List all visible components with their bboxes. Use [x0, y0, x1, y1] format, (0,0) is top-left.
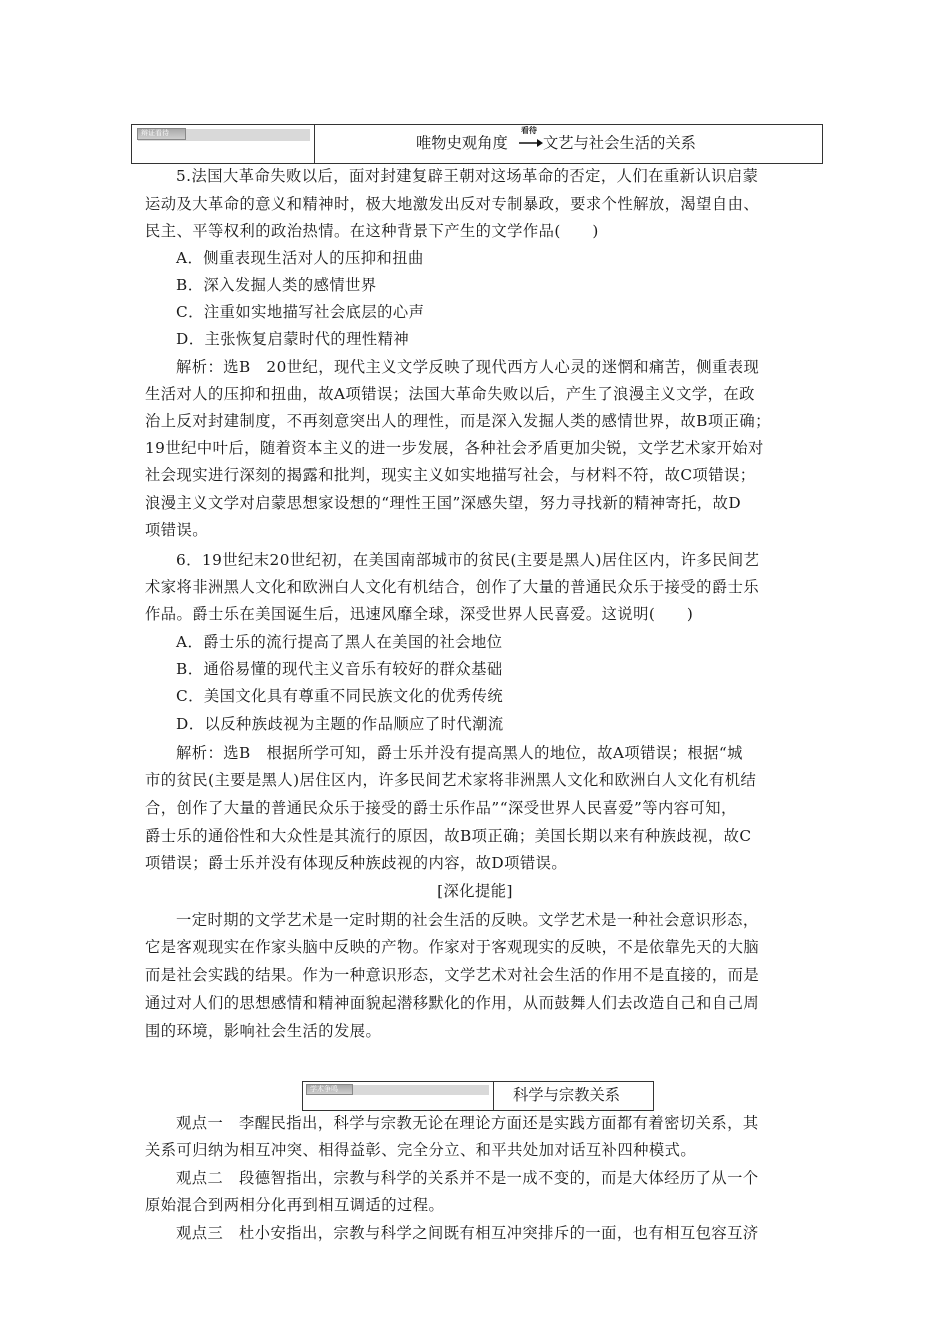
section-title: 科学与宗教关系: [513, 1086, 621, 1104]
option-c: C．美国文化具有尊重不同民族文化的优秀传统: [176, 687, 504, 705]
option-b: B．深入发掘人类的感情世界: [176, 276, 377, 294]
subsection-heading: [深化提能]: [437, 882, 513, 900]
analysis-6-line-1: 解析：选B 根据所学可知，爵士乐并没有提高黑人的地位，故A项错误；根据“城: [176, 744, 743, 762]
section-tag: 辩证看待: [137, 128, 186, 140]
viewpoint-3-line-1: 观点三 杜小安指出，宗教与科学之间既有相互冲突排斥的一面，也有相互包容互济: [176, 1224, 759, 1242]
summary-line-1: 一定时期的文学艺术是一定时期的社会生活的反映。文学艺术是一种社会意识形态，: [176, 911, 759, 929]
analysis-5-line-6: 浪漫主义文学对启蒙思想家设想的“理性王国”深感失望，努力寻找新的精神寄托，故D: [145, 494, 742, 512]
option-c: C．注重如实地描写社会底层的心声: [176, 303, 425, 321]
analysis-5-line-2: 生活对人的压抑和扭曲，故A项错误；法国大革命失败以后，产生了浪漫主义文学，在政: [145, 385, 755, 403]
arrow-label: 看待: [521, 126, 537, 135]
question-5-line-2: 运动及大革命的意义和精神时，极大地激发出反对专制暴政，要求个性解放，渴望自由、: [145, 195, 760, 213]
section-title-right: 文艺与社会生活的关系: [543, 134, 696, 152]
analysis-6-line-3: 合，创作了大量的普通民众乐于接受的爵士乐作品”“深受世界人民喜爱”等内容可知，: [145, 799, 737, 817]
viewpoint-2-line-1: 观点二 段德智指出，宗教与科学的关系并不是一成不变的，而是大体经历了从一个: [176, 1169, 759, 1187]
analysis-5-line-3: 治上反对封建制度，不再刻意突出人的理性，而是深入发掘人类的感情世界，故B项正确；: [145, 412, 771, 430]
summary-line-5: 围的环境，影响社会生活的发展。: [145, 1022, 382, 1040]
option-a: A．侧重表现生活对人的压抑和扭曲: [176, 249, 424, 267]
option-b: B．通俗易懂的现代主义音乐有较好的群众基础: [176, 660, 503, 678]
analysis-6-line-4: 爵士乐的通俗性和大众性是其流行的原因，故B项正确；美国长期以来有种族歧视，故C: [145, 827, 752, 845]
summary-line-4: 通过对人们的思想感情和精神面貌起潜移默化的作用，从而鼓舞人们去改造自己和自己周: [145, 994, 760, 1012]
viewpoint-2-line-2: 原始混合到两相分化再到相互调适的过程。: [145, 1196, 445, 1214]
section-title-left: 唯物史观角度: [416, 134, 508, 152]
right-arrow-icon: [518, 137, 544, 149]
viewpoint-1-line-2: 关系可归纳为相互冲突、相得益彰、完全分立、和平共处加对话互补四种模式。: [145, 1141, 697, 1159]
question-6-line-1: 6．19世纪末20世纪初，在美国南部城市的贫民(主要是黑人)居住区内，许多民间艺: [176, 551, 760, 569]
viewpoint-1-line-1: 观点一 李醒民指出，科学与宗教无论在理论方面还是实践方面都有着密切关系，其: [176, 1114, 759, 1132]
question-6-line-3: 作品。爵士乐在美国诞生后，迅速风靡全球，深受世界人民喜爱。这说明( ): [145, 605, 694, 623]
analysis-5-line-1: 解析：选B 20世纪，现代主义文学反映了现代西方人心灵的迷惘和痛苦，侧重表现: [176, 358, 760, 376]
section-tag-divider: [493, 1082, 494, 1110]
analysis-6-line-5: 项错误；爵士乐并没有体现反种族歧视的内容，故D项错误。: [145, 854, 568, 872]
question-5-line-3: 民主、平等权利的政治热情。在这种背景下产生的文学作品( ): [145, 222, 599, 240]
analysis-6-line-2: 市的贫民(主要是黑人)居住区内，许多民间艺术家将非洲黑人文化和欧洲白人文化有机结: [145, 771, 757, 789]
analysis-5-line-4: 19世纪中叶后，随着资本主义的进一步发展，各种社会矛盾更加尖锐，文学艺术家开始对: [145, 439, 764, 457]
section-tag-divider: [314, 125, 315, 163]
question-5-line-1: 5.法国大革命失败以后，面对封建复辟王朝对这场革命的否定，人们在重新认识启蒙: [176, 167, 759, 185]
summary-line-2: 它是客观现实在作家头脑中反映的产物。作家对于客观现实的反映，不是依靠先天的大脑: [145, 938, 760, 956]
option-a: A．爵士乐的流行提高了黑人在美国的社会地位: [176, 633, 503, 651]
analysis-5-line-7: 项错误。: [145, 521, 208, 539]
summary-line-3: 而是社会实践的结果。作为一种意识形态，文学艺术对社会生活的作用不是直接的，而是: [145, 966, 760, 984]
section-header-box: [302, 1081, 654, 1111]
section-tag: 学术争鸣: [306, 1084, 353, 1095]
question-6-line-2: 术家将非洲黑人文化和欧洲白人文化有机结合，创作了大量的普通民众乐于接受的爵士乐: [145, 578, 760, 596]
section-header-box: [131, 124, 823, 164]
analysis-5-line-5: 社会现实进行深刻的揭露和批判，现实主义如实地描写社会，与材料不符，故C项错误；: [145, 466, 756, 484]
option-d: D．以反种族歧视为主题的作品顺应了时代潮流: [176, 715, 504, 733]
option-d: D．主张恢复启蒙时代的理性精神: [176, 330, 410, 348]
